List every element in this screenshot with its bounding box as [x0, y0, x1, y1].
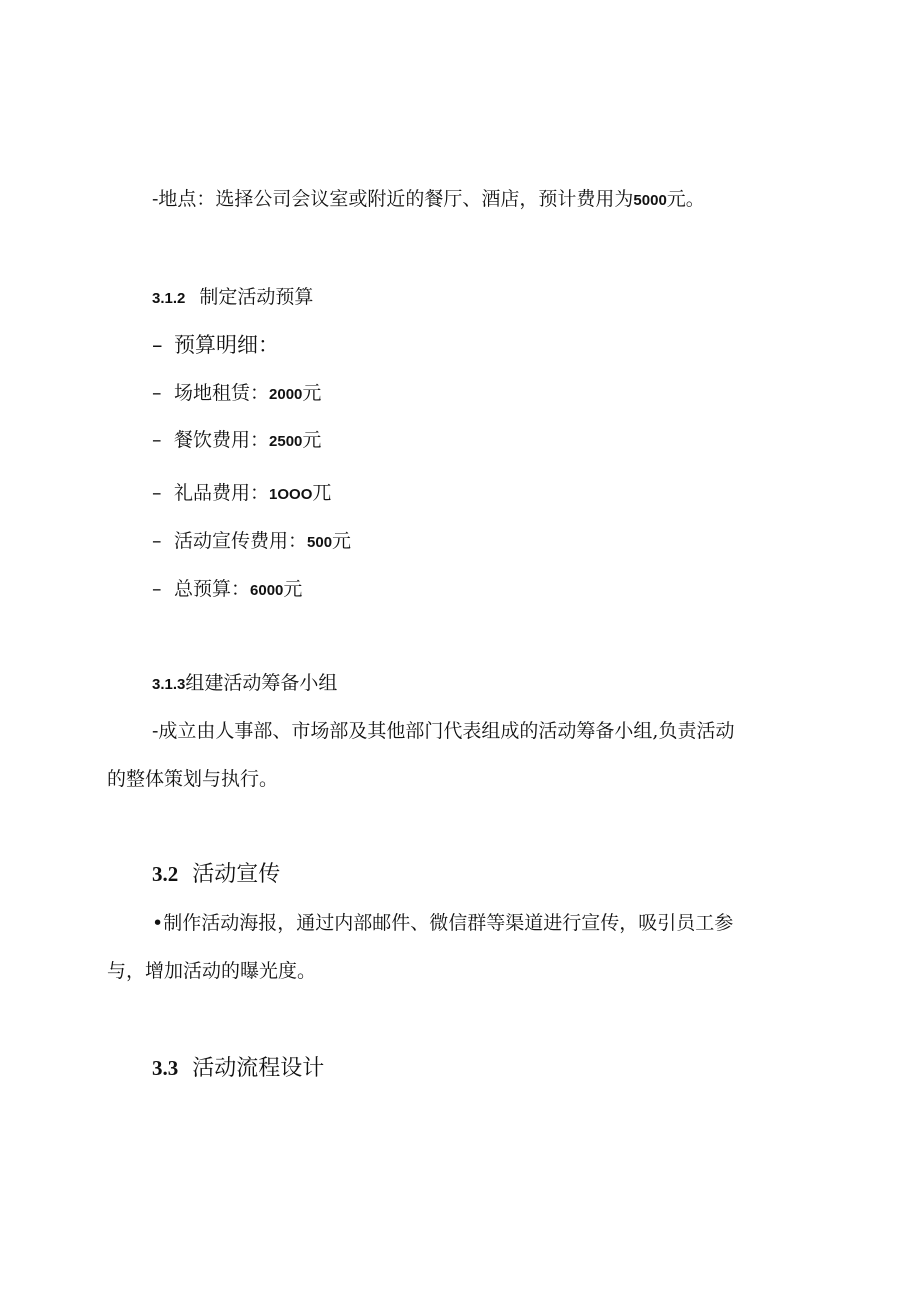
- dash-marker: –: [152, 382, 162, 404]
- budget-item-unit: 元: [283, 578, 303, 600]
- section-number: 3.1.3: [152, 676, 186, 693]
- budget-item-amount: 500: [307, 534, 333, 551]
- budget-item-amount: 2500: [269, 433, 303, 450]
- paragraph-line: 与，增加活动的曝光度。: [107, 960, 317, 982]
- budget-heading: [152, 332, 279, 358]
- budget-item: [152, 576, 302, 604]
- budget-heading-text: 预算明细：: [174, 333, 279, 357]
- budget-item-label: 餐饮费用：: [174, 429, 270, 451]
- location-label: -地点：选择公司会议室或附近的餐厅、酒店，预计费用为: [152, 188, 634, 210]
- budget-item-amount: 2000: [269, 386, 303, 403]
- dash-marker: –: [152, 530, 162, 552]
- location-unit: 元。: [666, 188, 705, 210]
- budget-item-unit: 元: [302, 382, 322, 404]
- location-amount: 5000: [633, 192, 667, 209]
- section-3-1-2-heading: [152, 284, 313, 312]
- budget-item: [152, 427, 321, 455]
- paragraph-line: -成立由人事部、市场部及其他部门代表组成的活动筹备小组,负责活动: [152, 720, 735, 742]
- section-number: 3.2: [152, 862, 179, 886]
- budget-item: [152, 480, 331, 508]
- budget-item-amount: 1OOO: [269, 486, 313, 503]
- location-line: [152, 186, 705, 214]
- budget-item-label: 活动宣传费用：: [174, 530, 308, 552]
- dash-marker: –: [152, 482, 162, 504]
- paragraph-line: 的整体策划与执行。: [107, 768, 279, 790]
- budget-item-amount: 6000: [250, 582, 284, 599]
- budget-item-label: 场地租赁：: [174, 382, 270, 404]
- section-number: 3.3: [152, 1056, 179, 1080]
- budget-item-label: 礼品费用：: [174, 482, 270, 504]
- dash-marker: –: [152, 333, 163, 357]
- budget-item-unit: 兀: [312, 482, 332, 504]
- dash-marker: –: [152, 578, 162, 600]
- section-title: 制定活动预算: [199, 286, 314, 308]
- section-title: 组建活动筹备小组: [185, 672, 338, 694]
- section-title: 活动流程设计: [192, 1056, 325, 1081]
- budget-item-label: 总预算：: [174, 578, 251, 600]
- dash-marker: –: [152, 429, 162, 451]
- budget-item-unit: 元: [332, 530, 352, 552]
- section-3-3-heading: [152, 1055, 324, 1082]
- section-number: 3.1.2: [152, 290, 186, 307]
- section-3-2-heading: [152, 861, 280, 888]
- section-3-1-3-heading: [152, 670, 337, 698]
- budget-item: [152, 380, 321, 408]
- section-title: 活动宣传: [192, 862, 281, 887]
- budget-item: [152, 528, 351, 556]
- paragraph-line: •制作活动海报，通过内部邮件、微信群等渠道进行宣传，吸引员工参: [152, 912, 734, 934]
- budget-item-unit: 元: [302, 429, 322, 451]
